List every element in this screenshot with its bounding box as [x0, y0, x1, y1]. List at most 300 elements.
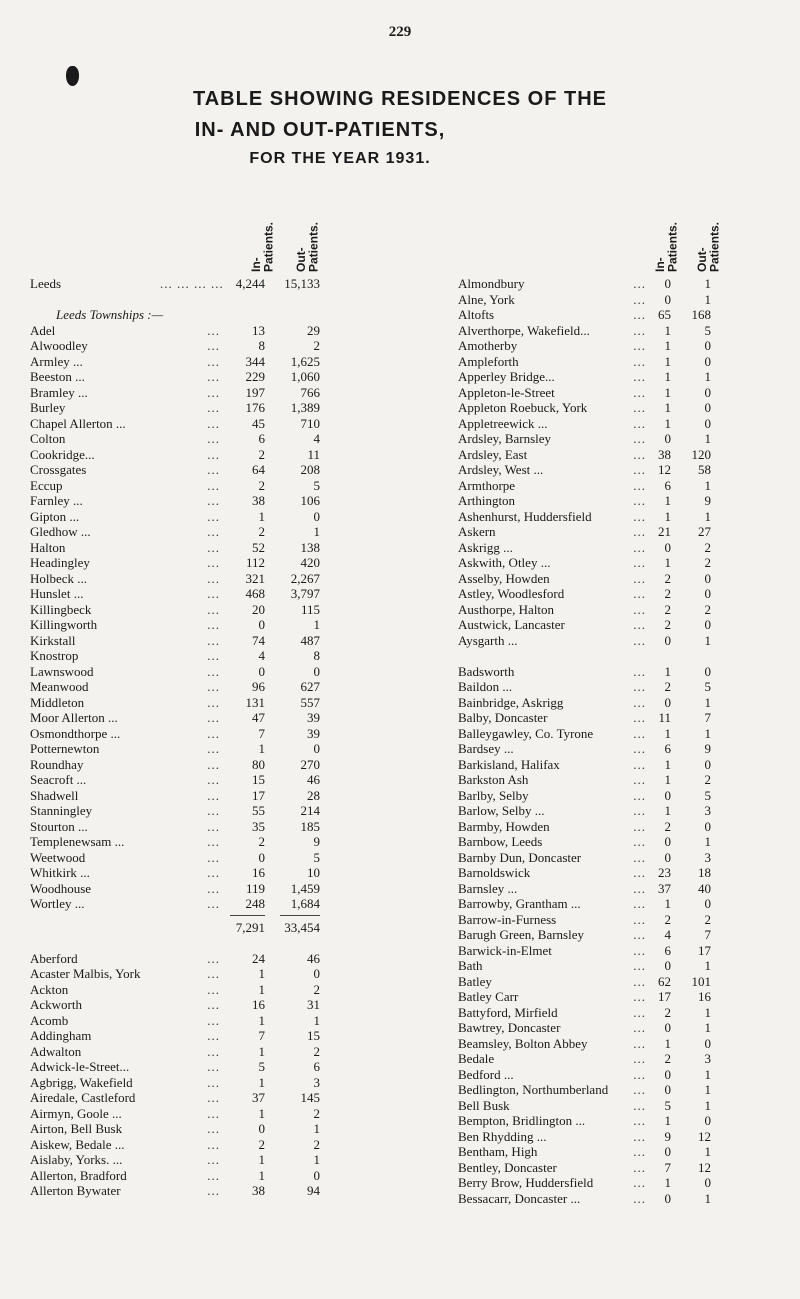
out-patients-value: 15,133 [284, 276, 320, 291]
out-patients-value: 46 [307, 950, 320, 966]
residence-name: Batley [458, 973, 492, 989]
out-patients-value: 3 [704, 803, 711, 818]
table-row [30, 478, 340, 494]
table-row [30, 834, 340, 850]
out-patients-value: 120 [691, 446, 711, 462]
in-patients-value: 5 [664, 1097, 671, 1113]
dot-leader: ... [207, 966, 220, 981]
in-patients-value: 1 [258, 1074, 265, 1090]
page-number: 229 [388, 24, 412, 40]
in-patients-value: 0 [664, 431, 671, 446]
table-row [458, 1036, 798, 1052]
in-patients-value: 16 [252, 997, 265, 1012]
dot-leader: ... [633, 539, 646, 555]
in-patients-value: 11 [658, 710, 671, 725]
residence-name: Alne, York [458, 291, 515, 307]
table-row [30, 1090, 340, 1106]
out-patients-value: 420 [300, 555, 320, 570]
townships-list [30, 323, 340, 912]
table-row [458, 912, 798, 928]
out-patients-value: 2 [313, 1136, 320, 1152]
residence-name: Allerton, Bradford [30, 1167, 127, 1183]
dot-leader: ... [207, 756, 220, 772]
residence-name: Eccup [30, 477, 63, 493]
residence-name: Barnbow, Leeds [458, 834, 543, 849]
out-patients-value: 4 [313, 431, 320, 446]
out-patients-value: 2 [704, 555, 711, 570]
residence-name: Barrowby, Grantham ... [458, 896, 581, 911]
table-row [30, 447, 340, 463]
residence-name: Aysgarth ... [458, 632, 518, 648]
out-patients-value: 214 [300, 803, 320, 818]
dot-leader: ... [207, 1028, 220, 1043]
in-patients-value: 0 [664, 958, 671, 973]
residence-name: Ardsley, East [458, 446, 528, 462]
dot-leader: ... [207, 865, 220, 880]
out-patients-value: 1 [704, 291, 711, 307]
out-patients-value: 15 [307, 1028, 320, 1043]
residence-name: Gipton ... [30, 508, 80, 524]
in-patients-value: 2 [258, 834, 265, 849]
residence-name: Halton [30, 539, 66, 555]
table-row [458, 819, 798, 835]
table-row [30, 788, 340, 804]
residence-name: Potternewton [30, 741, 100, 756]
dot-leader: ... [207, 384, 220, 400]
residence-name: Cookridge... [30, 446, 95, 462]
table-row [30, 1028, 340, 1044]
out-patients-value: 1 [313, 1152, 320, 1167]
residence-name: Amotherby [458, 338, 518, 353]
out-patients-value: 1 [704, 1144, 711, 1159]
out-patients-value: 185 [300, 818, 320, 834]
residence-name: Arthington [458, 493, 516, 508]
table-row [30, 617, 340, 633]
in-patients-value: 0 [664, 834, 671, 849]
residence-name: Balby, Doncaster [458, 710, 548, 725]
table-row [458, 462, 798, 478]
residence-name: Aberford [30, 950, 78, 966]
out-patients-value: 7 [704, 927, 711, 942]
out-patients-value: 1 [704, 1004, 711, 1020]
out-patients-value: 1 [704, 1082, 711, 1097]
out-patients-value: 0 [704, 586, 711, 601]
out-patients-value: 29 [307, 322, 320, 338]
table-row [458, 679, 798, 695]
table-row [458, 881, 798, 897]
in-patients-value: 0 [664, 1144, 671, 1159]
dot-leader: ... [207, 462, 220, 477]
in-patients-value: 47 [252, 710, 265, 725]
dot-leader: ... [207, 663, 220, 679]
dot-leader: ... [207, 1152, 220, 1167]
in-patients-value: 0 [664, 539, 671, 555]
in-patients-value: 0 [664, 1190, 671, 1206]
in-patients-value: 38 [658, 446, 671, 462]
residence-name: Bessacarr, Doncaster ... [458, 1190, 581, 1206]
residence-name: Seacroft ... [30, 772, 87, 787]
in-patients-value: 17 [658, 989, 671, 1004]
in-patients-value: 62 [658, 973, 671, 989]
table-row [458, 571, 798, 587]
in-patients-value: 0 [664, 1066, 671, 1082]
out-patients-value: 1 [704, 834, 711, 849]
dot-leader: ... [633, 1175, 646, 1190]
residence-name: Adwick-le-Street... [30, 1059, 130, 1074]
out-patients-value: 1 [704, 632, 711, 648]
out-patients-value: 2 [313, 338, 320, 353]
residence-name: Agbrigg, Wakefield [30, 1074, 133, 1090]
in-patients-value: 344 [245, 353, 265, 369]
in-patients-value: 74 [252, 632, 265, 648]
in-patients-value: 45 [252, 415, 265, 431]
dot-leader: ... [633, 493, 646, 508]
dot-leader: ... [207, 710, 220, 725]
table-row [458, 307, 798, 323]
dot-leader: ... [633, 555, 646, 570]
in-patients-value: 1 [258, 966, 265, 981]
in-patients-value: 1 [664, 1175, 671, 1190]
in-patients-value: 96 [252, 679, 265, 694]
table-row [458, 927, 798, 943]
in-patients-value: 0 [664, 849, 671, 865]
out-patients-value: 0 [313, 741, 320, 756]
dot-leader: ... [633, 291, 646, 307]
in-patients-total: 7,291 [235, 919, 265, 935]
left-column-header [30, 190, 340, 276]
in-patients-value: 15 [252, 772, 265, 787]
in-patients-value: 2 [258, 1136, 265, 1152]
dot-leader: ... [633, 1113, 646, 1128]
in-patients-value: 2 [664, 570, 671, 586]
residence-name: Apperley Bridge... [458, 369, 555, 384]
in-patients-value: 12 [658, 462, 671, 477]
out-patients-value: 6 [313, 1059, 320, 1074]
right-column [458, 190, 798, 1206]
table-row [458, 1129, 798, 1145]
in-patients-value: 13 [252, 322, 265, 338]
table-row [458, 757, 798, 773]
dot-leader: ... [207, 849, 220, 865]
residence-name: Ben Rhydding ... [458, 1128, 547, 1144]
bullet-mark [66, 66, 79, 86]
out-patients-value: 7 [704, 710, 711, 725]
out-patients-value: 0 [704, 400, 711, 415]
out-patients-value: 1 [704, 477, 711, 493]
dot-leader: ... [633, 942, 646, 958]
residence-name: Bentham, High [458, 1144, 538, 1159]
residence-name: Ashenhurst, Huddersfield [458, 508, 592, 524]
dot-leader: ... [207, 1167, 220, 1183]
in-patients-value: 1 [258, 1105, 265, 1121]
residence-name: Astley, Woodlesford [458, 586, 565, 601]
residence-name: Austwick, Lancaster [458, 617, 565, 632]
residence-name: Adwalton [30, 1043, 82, 1059]
table-row [458, 834, 798, 850]
dot-leader: ... [633, 1051, 646, 1066]
in-patients-value: 0 [258, 1121, 265, 1136]
out-patients-value: 1 [704, 508, 711, 524]
table-row [458, 1160, 798, 1176]
residence-name: Askrigg ... [458, 539, 513, 555]
dot-leader: ... [633, 1004, 646, 1020]
table-row [458, 493, 798, 509]
out-patients-value: 1,625 [290, 353, 320, 369]
out-patients-value: 2,267 [290, 570, 320, 586]
townships-heading: Leeds Townships :— [56, 307, 164, 322]
out-patients-value: 5 [704, 787, 711, 803]
residence-name: Barnby Dun, Doncaster [458, 849, 582, 865]
dot-leader: ... [633, 570, 646, 586]
out-patients-value: 0 [313, 1167, 320, 1183]
residence-name: Holbeck ... [30, 570, 88, 586]
out-patients-value: 1 [704, 1190, 711, 1206]
dot-leader: ... [633, 1035, 646, 1051]
residence-name: Osmondthorpe ... [30, 725, 121, 741]
in-patients-value: 1 [664, 725, 671, 741]
dot-leader: ... [207, 1043, 220, 1059]
table-row [458, 447, 798, 463]
in-patients-value: 1 [664, 1035, 671, 1051]
dot-leader: ... [207, 1136, 220, 1152]
table-row [30, 571, 340, 587]
dot-leader: ... [633, 1159, 646, 1175]
dot-leader: ... [633, 1144, 646, 1159]
in-patients-value: 2 [664, 617, 671, 632]
in-patients-value: 4,244 [235, 276, 265, 291]
in-patients-value: 64 [252, 462, 265, 477]
in-patients-value: 37 [252, 1090, 265, 1105]
table-row [458, 1020, 798, 1036]
out-patients-value: 0 [704, 338, 711, 353]
table-row [30, 726, 340, 742]
table-row [458, 772, 798, 788]
dot-leader: ... [207, 1059, 220, 1074]
in-patients-value: 0 [664, 276, 671, 291]
table-row [458, 385, 798, 401]
dot-leader: ... [633, 1190, 646, 1206]
in-patients-value: 1 [258, 508, 265, 524]
residence-name: Gledhow ... [30, 524, 91, 539]
out-patients-value: 2 [704, 772, 711, 787]
residence-name: Headingley [30, 555, 90, 570]
residence-name: Aiskew, Bedale ... [30, 1136, 125, 1152]
in-patients-value: 7 [258, 1028, 265, 1043]
in-patients-value: 65 [658, 307, 671, 322]
dot-leader: ... [207, 694, 220, 710]
residence-name: Wortley ... [30, 896, 85, 911]
dot-leader: ... [207, 446, 220, 462]
residence-name: Ackworth [30, 997, 82, 1012]
in-patients-value: 0 [258, 663, 265, 679]
out-patients-value: 1 [704, 1097, 711, 1113]
table-row [30, 1075, 340, 1091]
dot-leader: ... [633, 462, 646, 477]
out-patients-value: 5 [313, 477, 320, 493]
dot-leader: ... [633, 1020, 646, 1035]
in-patients-value: 35 [252, 818, 265, 834]
residence-name: Airmyn, Goole ... [30, 1105, 122, 1121]
out-patients-value: 0 [704, 353, 711, 369]
dot-leader: ... [207, 524, 220, 539]
dot-leader: ... [633, 787, 646, 803]
out-patients-value: 16 [698, 989, 711, 1004]
out-patients-value: 27 [698, 524, 711, 539]
residence-name: Roundhay [30, 756, 84, 772]
dot-leader: ... [207, 787, 220, 803]
dot-leader: ... [633, 818, 646, 834]
out-patients-value: 3,797 [290, 586, 320, 601]
table-row [30, 338, 340, 354]
table-row [30, 896, 340, 912]
in-patients-value: 2 [664, 911, 671, 927]
residence-name: Adel [30, 322, 56, 338]
table-row [30, 1137, 340, 1153]
residence-name: Killingworth [30, 617, 98, 632]
table-row [458, 524, 798, 540]
table-row [458, 664, 798, 680]
residence-name: Balleygawley, Co. Tyrone [458, 725, 594, 741]
residence-name: Aislaby, Yorks. ... [30, 1152, 123, 1167]
dot-leader: ... [207, 493, 220, 508]
table-row [30, 710, 340, 726]
residence-name: Woodhouse [30, 880, 92, 896]
dot-leader: ... [633, 865, 646, 880]
residence-name: Barwick-in-Elmet [458, 942, 552, 958]
out-patients-value: 0 [704, 570, 711, 586]
residence-name: Bainbridge, Askrigg [458, 694, 564, 710]
dot-leader: ... [207, 369, 220, 384]
out-patients-value: 3 [704, 849, 711, 865]
in-patients-value: 176 [245, 400, 265, 415]
table-row [458, 943, 798, 959]
out-patients-value: 627 [300, 679, 320, 694]
table-row [30, 741, 340, 757]
out-patients-value: 2 [313, 981, 320, 997]
dot-leader: ... [633, 663, 646, 679]
dot-leader: ... [207, 880, 220, 896]
dot-leader: ... [207, 950, 220, 966]
table-row [30, 385, 340, 401]
in-patients-value: 4 [664, 927, 671, 942]
dot-leader: ... [633, 710, 646, 725]
out-patients-value: 39 [307, 725, 320, 741]
in-patients-value: 468 [245, 586, 265, 601]
in-patients-value: 131 [245, 694, 265, 710]
out-patients-value: 2 [704, 911, 711, 927]
table-row [458, 1098, 798, 1114]
table-title-line2: IN- AND OUT-PATIENTS, [194, 119, 446, 141]
in-patients-value: 0 [258, 849, 265, 865]
table-row [458, 369, 798, 385]
residence-name: Barnsley ... [458, 880, 518, 896]
dot-leader: ... [633, 772, 646, 787]
in-patients-value: 37 [658, 880, 671, 896]
residence-name: Middleton [30, 694, 85, 710]
out-patients-value: 2 [313, 1105, 320, 1121]
in-patients-value: 52 [252, 539, 265, 555]
in-patients-value: 17 [252, 787, 265, 803]
in-patients-value: 4 [258, 648, 265, 663]
residence-name: Barlby, Selby [458, 787, 529, 803]
table-row [458, 1067, 798, 1083]
table-row [458, 896, 798, 912]
residence-name: Beamsley, Bolton Abbey [458, 1035, 588, 1051]
in-patients-value: 1 [258, 1012, 265, 1028]
table-row [30, 276, 340, 292]
residence-name: Killingbeck [30, 601, 92, 617]
table-row [30, 1044, 340, 1060]
table-row [30, 803, 340, 819]
in-patients-value: 1 [664, 338, 671, 353]
table-row [30, 1013, 340, 1029]
table-row [458, 850, 798, 866]
dot-leader: ... [633, 384, 646, 400]
out-patients-value: 1,389 [290, 400, 320, 415]
table-row [458, 276, 798, 292]
table-row [458, 695, 798, 711]
table-row [30, 819, 340, 835]
residence-name: Barnoldswick [458, 865, 531, 880]
in-patients-value: 2 [664, 818, 671, 834]
in-patients-value: 1 [664, 896, 671, 911]
out-patients-value: 270 [300, 756, 320, 772]
out-patients-value: 40 [698, 880, 711, 896]
dot-leader: ... [207, 896, 220, 911]
dot-leader: ... [207, 981, 220, 997]
out-patients-value: 557 [300, 694, 320, 710]
table-row [30, 1183, 340, 1199]
residence-name: Appletreewick ... [458, 415, 548, 431]
townships-total-row [30, 920, 340, 936]
residence-name: Bedale [458, 1051, 495, 1066]
residence-name: Acaster Malbis, York [30, 966, 141, 981]
dot-leader: ... [207, 570, 220, 586]
dot-leader: ... [207, 555, 220, 570]
table-row [30, 695, 340, 711]
out-patients-value: 138 [300, 539, 320, 555]
dot-leader: ... [207, 1012, 220, 1028]
dot-leader: ... [633, 415, 646, 431]
dot-leader: ... [633, 276, 646, 291]
out-patients-value: 145 [300, 1090, 320, 1105]
table-row [30, 648, 340, 664]
dot-leader: ... [633, 431, 646, 446]
in-patients-value: 7 [258, 725, 265, 741]
dot-leader: ... [633, 477, 646, 493]
table-row [30, 1106, 340, 1122]
out-patients-value: 10 [307, 865, 320, 880]
out-patients-value: 5 [704, 679, 711, 694]
table-row [458, 509, 798, 525]
table-row [30, 1121, 340, 1137]
out-patients-value: 18 [698, 865, 711, 880]
in-patients-value: 55 [252, 803, 265, 818]
residence-name: Ardsley, Barnsley [458, 431, 552, 446]
residence-name: Alwoodley [30, 338, 88, 353]
dot-leader: ... [207, 632, 220, 648]
in-patients-value: 1 [258, 1167, 265, 1183]
residence-name: Barrow-in-Furness [458, 911, 557, 927]
total-rule [30, 912, 340, 920]
table-row [458, 400, 798, 416]
table-row [458, 602, 798, 618]
table-row [458, 741, 798, 757]
residence-name: Farnley ... [30, 493, 83, 508]
in-patients-header: In- Patients. [249, 221, 276, 272]
out-patients-value: 710 [300, 415, 320, 431]
residence-name: Airedale, Castleford [30, 1090, 136, 1105]
